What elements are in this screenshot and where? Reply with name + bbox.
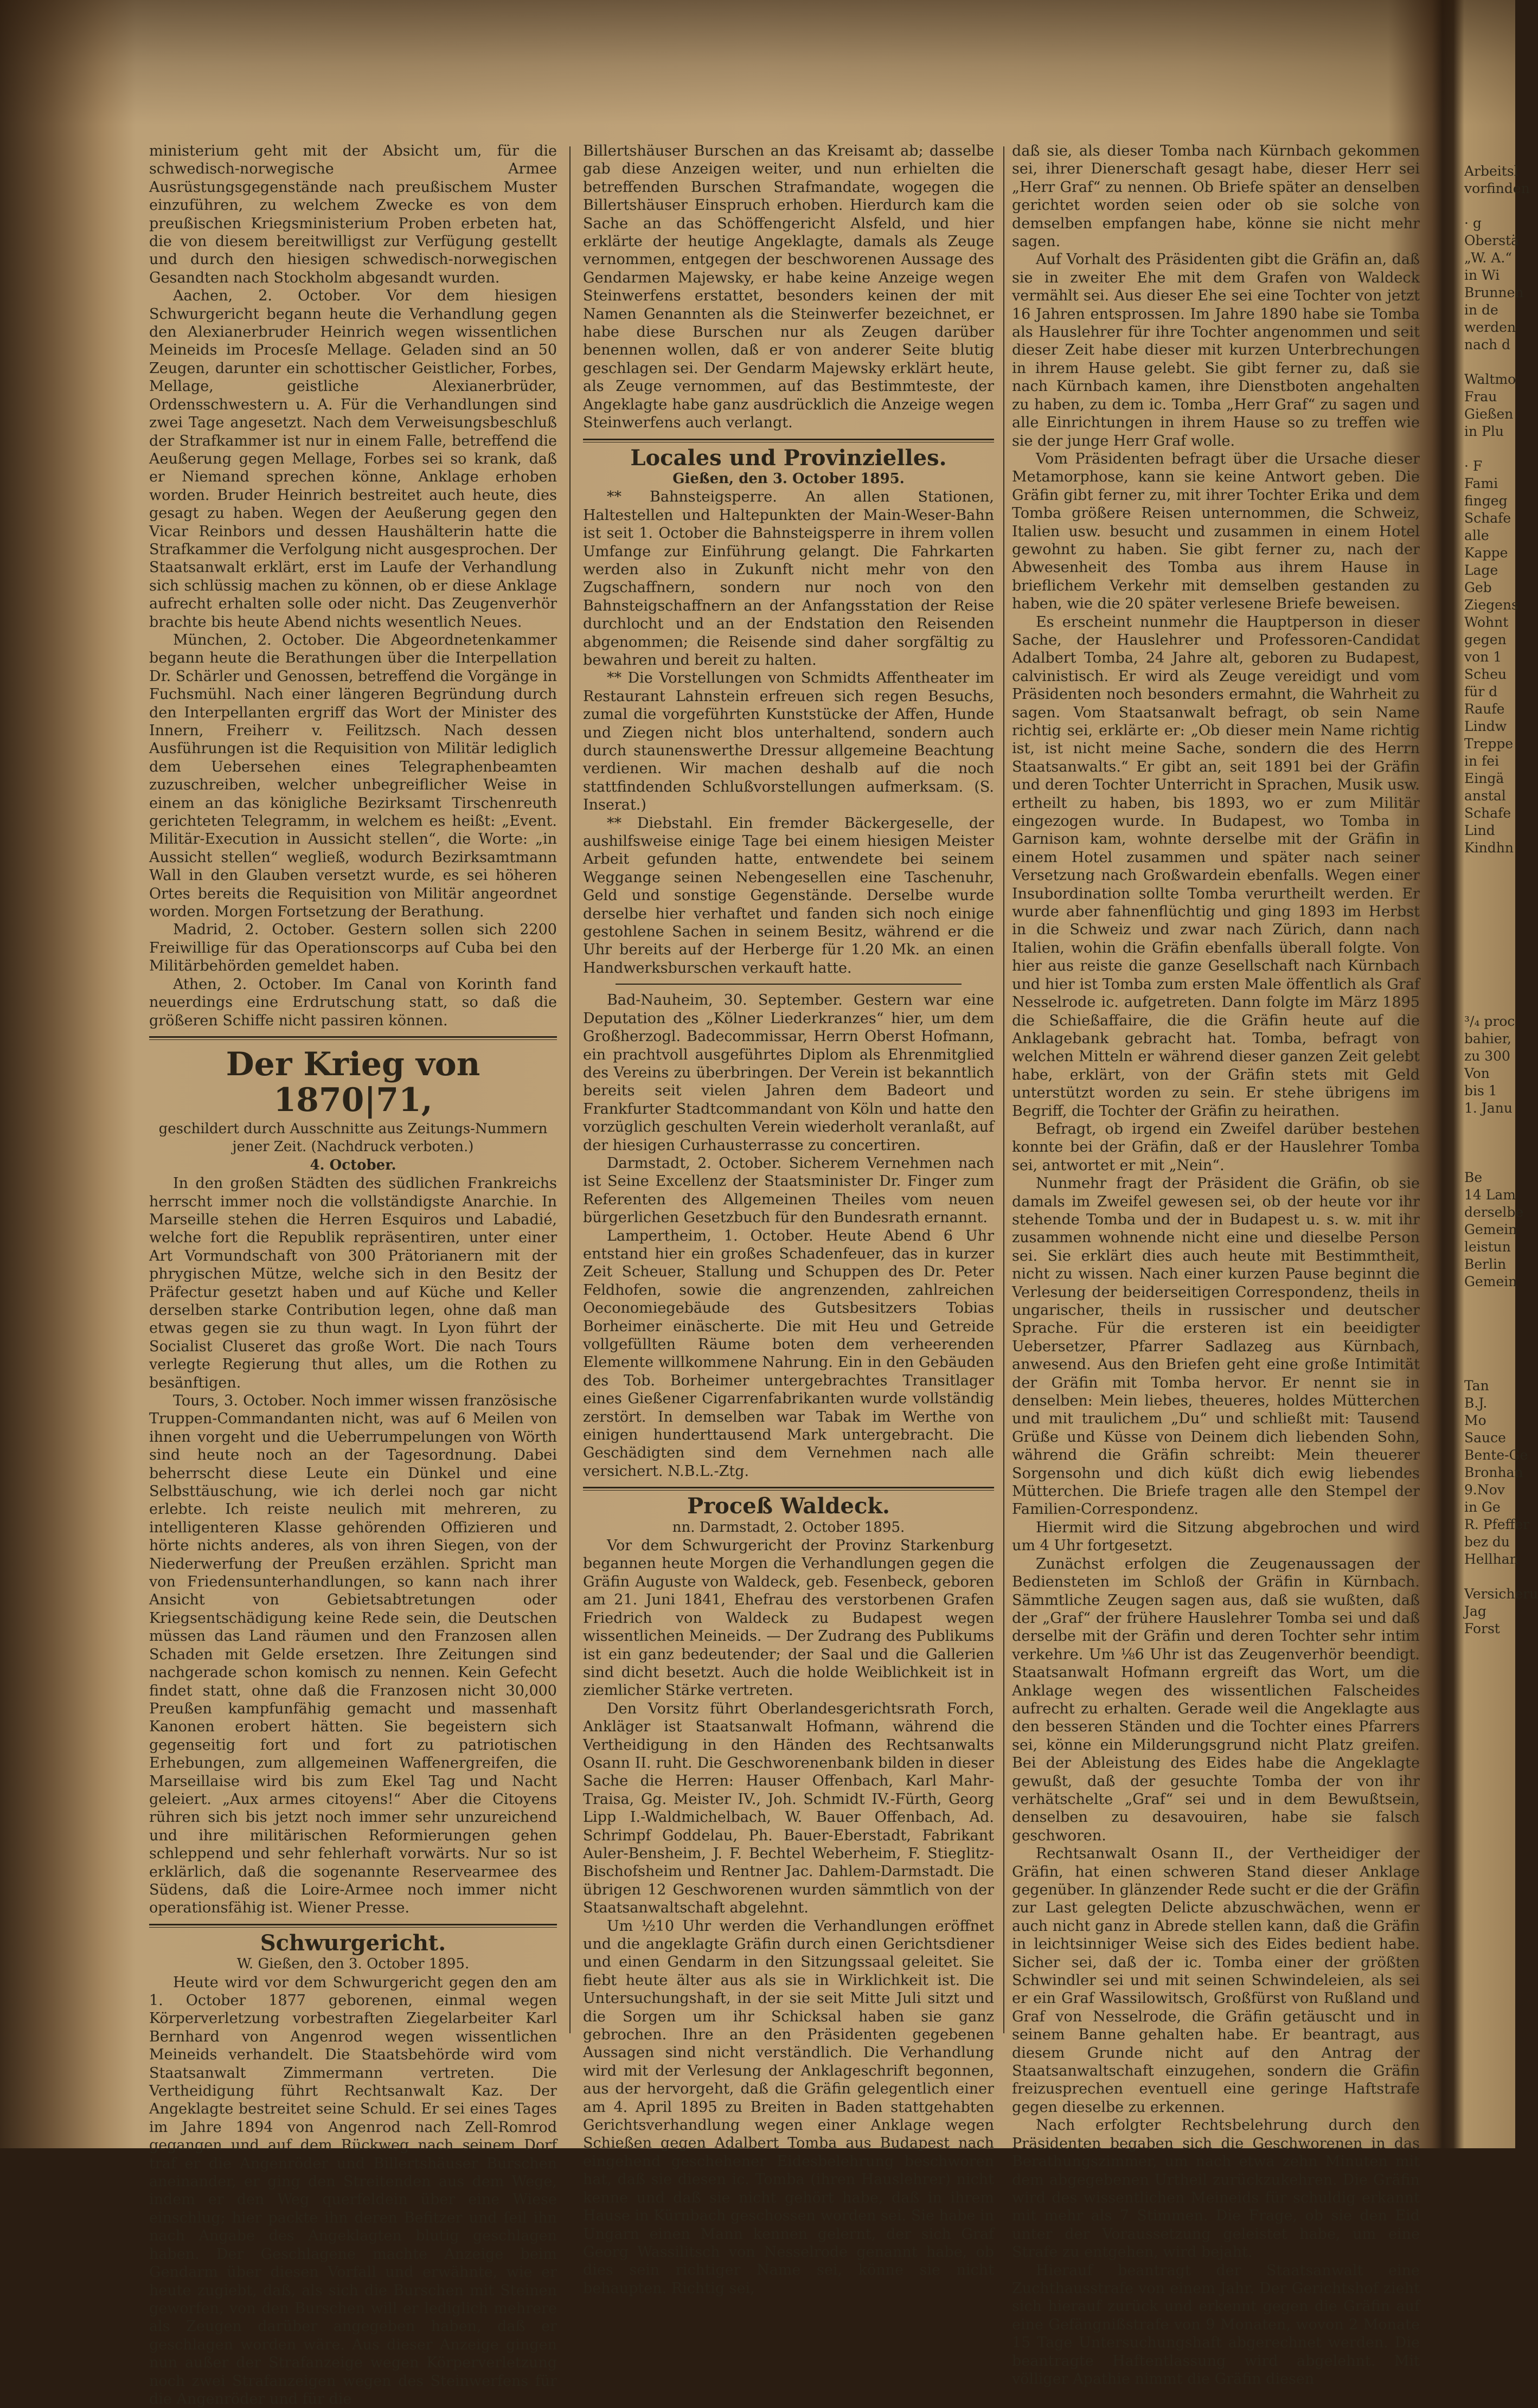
edge-fragment: für d — [1464, 684, 1498, 699]
paragraph: ** Diebstahl. Ein fremder Bäckergeselle, der aushilfsweise einige Tage bei einem hiesigen Meister Arbeit gefunden hatte, entwendete bei seinem Weggange seinen Nebengesellen eine Taschenuhr, Geld und sonstige Gegenstände. Derselbe wurde derselbe hier verhaftet und fanden sich noch einige gestohlene Sachen in seinem Besitz, während er die Uhr bereits auf der Herberge für 1.20 Mk. an einen Handwerksburschen verkauft hatte. — [583, 814, 994, 977]
paragraph: Lampertheim, 1. October. Heute Abend 6 Uhr entstand hier ein großes Schadenfeuer, das in kurzer Zeit Scheuer, Stallung und Schuppen des Dr. Peter Feldhofen, sowie die angrenzenden, zahlreichen Oeconomiegebäude des Gutsbesitzers Tobias Borheimer einäscherte. Die mit Heu und Getreide vollgefüllten Räume boten dem verheerenden Elemente willkommene Nahrung. Ein in den Gebäuden des Tob. Borheimer untergebrachtes Transitlager eines Gießener Cigarrenfabrikanten wurde vollständig zerstört. In demselben war Tabak im Werthe von einigen hunderttausend Mark untergebracht. Die Geschädigten sind dem Vernehmen nach alle versichert. N.B.L.-Ztg. — [583, 1227, 994, 1480]
edge-fragment: „W. A.“ — [1464, 250, 1513, 266]
paragraph: Vom Präsidenten befragt über die Ursache dieser Metamorphose, kann sie keine Antwort geben. Die Gräfin gibt ferner zu, mit ihrer Tochter Erika und dem Tomba größere Reisen unternommen, die Schweiz, Italien usw. besucht und zusammen in einem Hotel gewohnt zu haben. Sie gibt ferner zu, nach der Abwesenheit des Tomba aus ihrem Hause in brieflichem Verkehr mit demselben gestanden zu haben, wie die 20 später verlesene Briefe beweisen. — [1012, 450, 1420, 613]
edge-fragment: Eingä — [1464, 770, 1504, 786]
paragraph: Den Vorsitz führt Oberlandesgerichtsrath Forch, Ankläger ist Staatsanwalt Hofmann, während die Vertheidigung in den Händen des Rechtsanwalts Osann II. ruht. Die Geschworenenbank bilden in dieser Sache die Herren: Hauser Offenbach, Karl Mahr-Traisa, Gg. Meister IV., Joh. Schmidt IV.-Fürth, Georg Lipp I.-Waldmichelbach, W. Bauer Offenbach, Ad. Schrimpf Goddelau, Ph. Bauer-Eberstadt, Fabrikant Auler-Bensheim, J. F. Bechtel Weberheim, F. Stieglitz-Bischofsheim und Rentner Jac. Dahlem-Darmstadt. Die übrigen 12 Geschworenen wurden sämmtlich von der Staatsanwaltschaft abgelehnt. — [583, 1700, 994, 1917]
paragraph: Bad-Nauheim, 30. September. Gestern war eine Deputation des „Kölner Liederkranzes“ hier, um dem Großherzogl. Badecommissar, Herrn Oberst Hofmann, ein prachtvoll ausgeführtes Diplom als Ehrenmitglied des Vereins zu überbringen. Der Verein ist bekanntlich bereits seit vielen Jahren dem Badeort und Frankfurter Stadtcommandant von Köln und hatte den vorzüglich geschulten Verein wiederholt veranlaßt, auf der hiesigen Curhausterrasse zu concertiren. — [583, 992, 994, 1154]
edge-fragment: von 1 — [1464, 649, 1502, 665]
edge-fragment: derselbe — [1464, 1204, 1524, 1220]
column-3 — [1012, 142, 1420, 2388]
edge-fragment: Sauce — [1464, 1430, 1506, 1446]
paragraph: München, 2. October. Die Abgeordnetenkammer begann heute die Berathungen über die Interpellation Dr. Schärler und Genossen, betreffend die Vorgänge in Fuchsmühl. Nach einer längeren Begründung durch den Interpellanten ergriff das Wort der Minister des Innern, Freiherr v. Feilitzsch. Nach dessen Ausführungen ist die Requisition von Militär lediglich dem Uebersehen eines Telegraphenbeamten zuzuschreiben, welcher unbegreiflicher Weise in einem an das königliche Bezirksamt Tirschenreuth gerichteten Telegramm, in welchem es heißt: „Event. Militär-Execution in Aussicht stellen“, die Worte: „in Aussicht stellen“ wegließ, wodurch Bezirksamtmann Wall in den Glauben versetzt wurde, es sei höheren Ortes bereits die Requisition von Militär angeordnet worden. Morgen Fortsetzung der Berathung. — [149, 631, 557, 921]
paragraph: Um ½10 Uhr werden die Verhandlungen eröffnet und die angeklagte Gräfin durch einen Gerichtsdiener und einen Gendarm in den Sitzungssaal geleitet. Sie fiebt heute älter aus als sie in Wirklichkeit ist. Die Untersuchungshaft, in der sie seit Mitte Juli sitzt und die Sorgen um ihr Schicksal haben sie ganz gebrochen. Ihre an den Präsidenten gegebenen Aussagen sind nicht verständlich. Die Verhandlung wird mit der Verlesung der Anklageschrift begonnen, aus der hervorgeht, daß die Gräfin gelegentlich einer am 4. April 1895 zu Breiten in Baden stattgehabten Gerichtsverhandlung wegen einer Anklage wegen Schießen gegen Adalbert Tomba aus Budapest nach eingehend geschehener Eidesbelehrung beschworen hat, daß sie diesen ic. Tomba (ihren Hauslehrer) nicht kenne und daß sie nicht gehört habe, daß in ihrem Hause in Kürnbach geschossen worden sei. Sie habe in Ungarn einen Mann kennen gelernt, der sich Graf Georg Wassilitsch von Nesselrode genannt habe, ob dies sein richtiger Name sei, könne sie nicht behaupten. Richtig sei, — [583, 1917, 994, 2297]
edge-fragment: Ziegens — [1464, 597, 1518, 613]
edge-fragment: Hellhan — [1464, 1551, 1518, 1567]
section-date: W. Gießen, den 3. October 1895. — [236, 1956, 470, 1973]
adjacent-page-edge — [1464, 163, 1538, 1638]
section-rule — [583, 1487, 994, 1491]
edge-fragment: fingeg — [1464, 493, 1508, 509]
edge-fragment: Tan — [1464, 1378, 1489, 1394]
section-date: 4. October. — [310, 1157, 396, 1173]
column-divider — [1003, 146, 1004, 2033]
edge-fragment: · g — [1464, 215, 1482, 231]
paragraph: Hiermit wird die Sitzung abgebrochen und wird um 4 Uhr fortgesetzt. — [1012, 1519, 1420, 1555]
edge-fragment: Mo — [1464, 1412, 1486, 1428]
edge-fragment: Versicheru — [1464, 1586, 1538, 1602]
edge-fragment: Kappe — [1464, 545, 1508, 561]
paragraph: Vor dem Schwurgericht der Provinz Starkenburg begannen heute Morgen die Verhandlungen gegen die Gräfin Auguste von Waldeck, geb. Fesenbeck, geboren am 21. Juni 1841, Ehefrau des verstorbenen Grafen Friedrich von Waldeck zu Budapest wegen wissentlichen Meineids. — Der Zudrang des Publikums ist ein ganz bedeutender; der Saal und die Gallerien sind dicht besetzt. Auch die holde Weiblichkeit ist in ziemlicher Stärke vertreten. — [583, 1537, 994, 1699]
edge-fragment: Arbeitsl — [1464, 163, 1518, 179]
edge-fragment — [1464, 1343, 1515, 1360]
section-subtitle: geschildert durch Ausschnitte aus Zeitungs-Nummern jener Zeit. (Nachdruck verboten.) — [158, 1120, 548, 1155]
column-1 — [149, 142, 557, 2408]
paragraph: Auf Vorhalt des Präsidenten gibt die Gräfin an, daß sie in zweiter Ehe mit dem Grafen von Waldeck vermählt sei. Aus dieser Ehe sei eine Tochter von jetzt 16 Jahren entsprossen. Im Jahre 1890 habe sie Tomba als Hauslehrer für ihre Tochter angenommen und seit dieser Zeit habe dieser mit kurzen Unterbrechungen in ihrem Hause gelebt. Sie gibt ferner zu, daß sie nach Kürnbach kamen, ihre Dienstboten angehalten zu haben, zu dem ic. Tomba „Herr Graf“ zu sagen und alle Einrichtungen in ihrem Hause so zu treffen wie sie der junge Herr Graf wolle. — [1012, 251, 1420, 450]
section-rule — [149, 1036, 557, 1040]
edge-fragment — [1464, 874, 1515, 891]
paragraph: Hierauf beantragt der Staatsanwalt eine Zuchthausstrafe von einem Jahr. Der Gerichtshof zieht sich hierauf zurück und erkennt gegen die Gräfin auf eine Gefängnißstrafe von 9 Monaten, wovon 2 Monate 15 Tage Untersuchungshaft abgerechnet werden. Die beantragte Haftentlassung wird abgelehnt. Mit völliger Apathie nimmt die Gräfin diesen — [1012, 2262, 1420, 2387]
edge-fragment: 9.Nov — [1464, 1482, 1505, 1498]
edge-fragment: R. Pfeffer — [1464, 1517, 1530, 1532]
edge-fragment: alle — [1464, 528, 1489, 543]
edge-fragment: vorfinden — [1464, 181, 1530, 196]
paragraph: daß sie, als dieser Tomba nach Kürnbach gekommen sei, ihrer Dienerschaft gesagt habe, dieser Herr sei „Herr Graf“ zu nennen. Ob Briefe später an denselben gerichtet worden seien oder ob sie solche von demselben empfangen habe, könne sie nicht mehr sagen. — [1012, 143, 1420, 251]
edge-fragment: Lage — [1464, 562, 1498, 578]
edge-fragment: anstal — [1464, 788, 1506, 804]
edge-fragment: ³/₄ proc — [1464, 1013, 1515, 1029]
edge-fragment — [1464, 943, 1515, 961]
edge-fragment: in Wi — [1464, 267, 1500, 283]
edge-fragment: bez du — [1464, 1534, 1510, 1550]
paragraph: ministerium geht mit der Absicht um, für die schwedisch-norwegische Armee Ausrüstungsgegenstände nach preußischem Muster einzuführen, zu welchem Zwecke es von dem preußischen Kriegsministerium Proben erbeten hat, die von diesem bereitwilligst zur Verfügung gestellt und durch den hiesigen schwedisch-norwegischen Gesandten nach Stockholm abgesandt wurden. — [149, 143, 557, 286]
edge-fragment: Schafe — [1464, 510, 1511, 526]
edge-fragment — [1464, 961, 1515, 978]
paragraph: Nach erfolgter Rechtsbelehrung durch den Präsidenten begaben sich die Geschworenen in das Berathungszimmer, um nach etwa zehn Minuten mit dem abgegebenen Urtheil zurückzukehren. Die Gräfin wird des wissentlichen Meineids für schuldig erkannt mit mehr als 7 Stimmen. Die Frage, ob sie den Eid unter der Voraussetzung geleistet habe, um eine Strafe zu entgehen, wird bejaht. — [1012, 2117, 1420, 2261]
edge-fragment — [1464, 909, 1515, 926]
edge-fragment: Forst — [1464, 1621, 1500, 1636]
edge-fragment: Fami — [1464, 476, 1498, 491]
paragraph: ** Bahnsteigsperre. An allen Stationen, Haltestellen und Haltepunkten der Main-Weser-Bahn ist seit 1. October die Bahnsteigsperre in ihrem vollen Umfange zur Einführung gelangt. Die Fahrkarten werden also in Zukunft nicht mehr von den Zugschaffnern, sondern nur noch von den Bahnsteigschaffnern an der Anfangsstation der Reise durchlocht und an der Endstation den Reisenden abgenommen; die Reisende sind daher sorgfältig zu bewahren und bereit zu halten. — [583, 489, 994, 669]
edge-fragment: in Ge — [1464, 1499, 1501, 1515]
paragraph: Aachen, 2. October. Vor dem hiesigen Schwurgericht begann heute die Verhandlung gegen den Alexianerbruder Heinrich wegen wissentlichen Meineids im Procesſe Mellage. Geladen sind an 50 Zeugen, darunter ein schottischer Geistlicher, Forbes, Mellage, geistliche Alexianerbrüder, Ordensschwestern u. A. Für die Verhandlungen sind zwei Tage angesetzt. Nach dem Verweisungsbeschluß der Strafkammer ist nur in einem Falle, betreffend die Aeußerung gegen Mellage, Forbes sei so krank, daß er Niemand sprechen könne, Anklage erhoben worden. Bruder Heinrich bestreitet auch heute, dies gesagt zu haben. Wegen der Aeußerung gegen den Vicar Reinbors und dessen Haushälterin hatte die Strafkammer die Verfolgung nicht ausgesprochen. Der Staatsanwalt erklärt, erst im Laufe der Verhandlung sich schlüssig machen zu können, ob er diese Anklage aufrecht erhalten solle oder nicht. Das Zeugenverhör brachte bis heute Abend nichts wesentlich Neues. — [149, 287, 557, 631]
edge-fragment — [1464, 1308, 1515, 1325]
edge-fragment: in Plu — [1464, 423, 1504, 439]
edge-fragment: Bronhan — [1464, 1465, 1523, 1480]
paragraph: Rechtsanwalt Osann II., der Vertheidiger der Gräfin, hat einen schweren Stand dieser Anklage gegenüber. In glänzender Rede sucht er die der Gräfin zur Last gelegten Delicte abzuschwächen, wenn er auch nicht ganz in Abrede stellen kann, daß die Gräfin in leichtsinniger Weise sich des Eides bedient habe. Sicher sei, daß der ic. Tomba einer der größten Schwindler sei und mit seinen Schwindeleien, als sei er ein Graf Wassilowitsch, Großfürst von Rußland und Graf von Nesselrode, die Gräfin getäuscht und in seinem Banne gehalten habe. Er beantragt, aus diesem Grunde nicht auf den Antrag der Staatsanwaltschaft einzugehen, sondern die Gräfin freizusprechen eventuell eine geringe Haftstrafe gegen dieselbe zu erkennen. — [1012, 1845, 1420, 2116]
page-shadow — [0, 0, 1515, 125]
edge-fragment: Lindw — [1464, 718, 1507, 734]
edge-fragment: 14 Lam — [1464, 1187, 1516, 1203]
edge-fragment — [1464, 1568, 1515, 1585]
edge-fragment — [1464, 354, 1515, 371]
paragraph: Madrid, 2. October. Gestern sollen sich 2200 Freiwillige für das Operationscorps auf Cuba bei den Militärbehörden gemeldet haben. — [149, 921, 557, 975]
edge-fragment — [1464, 197, 1515, 215]
edge-fragment: leistun — [1464, 1239, 1511, 1255]
edge-fragment: Gießen — [1464, 406, 1514, 422]
section-rule — [583, 439, 994, 442]
section-date: Gießen, den 3. October 1895. — [672, 470, 905, 487]
edge-fragment — [1464, 978, 1515, 996]
edge-fragment: bis 1 — [1464, 1083, 1497, 1099]
section-rule — [149, 1924, 557, 1928]
edge-fragment: Treppe — [1464, 736, 1514, 752]
edge-fragment: Scheu — [1464, 666, 1507, 682]
edge-fragment: B.J. — [1464, 1395, 1488, 1411]
paragraph: Tours, 3. October. Noch immer wissen französische Truppen-Commandanten nicht, was auf 6 Meilen von ihnen vorgeht und die Ueberrumpelungen von Wörth sind heute noch an der Tagesordnung. Dabei beherrscht diese Leute ein Dünkel und eine Selbsttäuschung, wie ich derlei noch gar nicht erlebte. Ich reiste neulich mit mehreren, zu intelligenteren Klasse gehörenden Offizieren und hörte nichts anderes, als von ihren Siegen, von der Niederwerfung der Preußen erzählen. Spricht man von Friedensunterhandlungen, so kann nach ihrer Ansicht von Gebietsabtretungen oder Kriegsentschädigung keine Rede sein, die Deutschen müssen das Land räumen und den Franzosen allen Schaden mit Gelde ersetzen. Ihre Zeitungen sind nachgerade schon komisch zu nennen. Kein Gefecht findet statt, ohne daß die Franzosen nicht 30,000 Preußen kampfunfähig gemacht und massenhaft Kanonen erobert hätten. Sie begeistern sich gegenseitig fort und fort zu patriotischen Erhebungen, zum allgemeinen Waffenergreifen, die Marseillaise wird bis zum Ekel Tag und Nacht geleiert. „Aux armes citoyens!“ Aber die Citoyens rühren sich bis jetzt noch immer sehr unzureichend und ihre militärischen Reformierungen gehen schleppend und sehr fehlerhaft vorwärts. Nur so ist erklärlich, daß die sogenannte Reservearmee des Südens, daß die Loire-Armee noch immer nicht operationsfähig ist. Wiener Presse. — [149, 1392, 557, 1917]
paragraph: In den großen Städten des südlichen Frankreichs herrscht immer noch die vollständigste Anarchie. In Marseille stehen die Herren Esquiros und Labadié, welche fort die Republik repräsentiren, unter einer Art Vormundschaft von 300 Prätorianern mit der phrygischen Mütze, welche sich in den Besitz der Präfectur gesetzt haben und auf Küche und Keller derselben starke Contribution legen, ohne daß man etwas gegen sie zu thun wagt. In Lyon führt der Socialist Cluseret das große Wort. Die nach Tours verlegte Regierung thut alles, um die Rothen zu besänftigen. — [149, 1175, 557, 1391]
paragraph: ** Die Vorstellungen von Schmidts Affentheater im Restaurant Lahnstein erfreuen sich regen Besuchs, zumal die vorgeführten Kunststücke der Affen, Hunde und Ziegen nicht blos unterhaltend, sondern auch durch staunenswerthe Dressur allgemeine Beachtung verdienen. Wir machen deshalb auf die noch stattfindenden Schlußvorstellungen aufmerksam. (S. Inserat.) — [583, 670, 994, 814]
paragraph: Darmstadt, 2. October. Sicherem Vernehmen nach ist Seine Excellenz der Staatsminister Dr. Finger zum Referenten des Allgemeinen Theiles vom neuen bürgerlichen Gesetzbuch für den Bundesrath ernannt. — [583, 1154, 994, 1227]
paragraph: Heute wird vor dem Schwurgericht gegen den am 1. October 1877 geborenen, einmal wegen Körperverletzung vorbestraften Ziegelarbeiter Karl Bernhard von Angenrod wegen wissentlichen Meineids verhandelt. Die Staatsbehörde wird vom Staatsanwalt Zimmermann vertreten. Die Vertheidigung führt Rechtsanwalt Kaz. Der Angeklagte bestreitet seine Schuld. Er sei eines Tages im Jahre 1894 von Angenrod nach Zell-Romrod gegangen und auf dem Rückweg nach seinem Dorf traf er die Angenröder und Billertshäuser Burschen aneinander, er ging den Streitenden aus dem Wege, indem er den Weg querfeldein über eine Wiese einschlug; hier packte ihn deren Befitzer und ſeil ihn nach Angabe des Angeklagten blutig geschlagen haben. Der Geschlagene machte Anzeige beim Gendarm über diesen Vorfall und erwähnte, wie er heute zugiebt, daß, als sich die Burschen mit Steinen geworfen, von den Burschen will er lediglich mehrere als Zeugen darüber angegeben haben, daß er geschlagen worden wäre. Aus dieser Anzeige gingen nun außer der Strafanzeige wegen Körperverletzung noch zwei Strafanzeigen wegen des Steinwerfens für die Angenröder und für die — [149, 1974, 557, 2407]
edge-fragment: nach d — [1464, 337, 1511, 352]
edge-fragment: Oberstä — [1464, 233, 1520, 248]
edge-fragment: in de — [1464, 302, 1498, 318]
edge-fragment: Gemein — [1464, 1274, 1517, 1289]
edge-fragment: Brunnen — [1464, 285, 1524, 300]
edge-fragment: Von — [1464, 1065, 1490, 1081]
edge-fragment: bahier, — [1464, 1031, 1511, 1046]
column-divider — [569, 146, 571, 2033]
edge-fragment: in fei — [1464, 753, 1499, 769]
edge-fragment: Berlin — [1464, 1256, 1507, 1272]
edge-fragment — [1464, 1152, 1515, 1169]
section-title: Schwurgericht. — [260, 1930, 446, 1956]
paragraph: Zunächst erfolgen die Zeugenaussagen der Bediensteten im Schloß der Gräfin in Kürnbach. Sämmtliche Zeugen sagen aus, daß sie wußten, daß der „Graf“ der frühere Hauslehrer Tomba sei und daß derselbe mit der Gräfin und deren Tochter sehr intim verkehre. Um ⅛6 Uhr ist das Zeugenverhör beendigt. Staatsanwalt Hofmann ergreift das Wort, um die Anklage wegen des wissentlichen Falscheides aufrecht zu erhalten. Gerade weil die Angeklagte aus den besseren Ständen und die Tochter eines Pfarrers sei, könne ein Milderungsgrund nicht Platz greifen. Bei der Ableistung des Eides habe die Angeklagte gewußt, daß der gesuchte Tomba der von ihr verhätschelte „Graf“ sei und in dem Bewußtsein, denselben zu desavouiren, habe sie falsch geschworen. — [1012, 1555, 1420, 1844]
edge-fragment: Frau — [1464, 389, 1497, 404]
edge-fragment: Be — [1464, 1170, 1483, 1185]
edge-fragment: · F — [1464, 458, 1483, 474]
edge-fragment: Kindhn — [1464, 840, 1514, 856]
edge-fragment — [1464, 1117, 1515, 1134]
edge-fragment: Wohnt — [1464, 614, 1509, 630]
edge-fragment — [1464, 440, 1515, 458]
edge-fragment: Bente-Ge — [1464, 1447, 1528, 1463]
edge-fragment: werden — [1464, 319, 1516, 335]
paragraph: Befragt, ob irgend ein Zweifel darüber bestehen konnte bei der Gräfin, daß er der Hauslehrer Tomba sei, antwortet er mit „Nein“. — [1012, 1120, 1420, 1174]
edge-fragment — [1464, 857, 1515, 874]
edge-fragment: gegen — [1464, 632, 1507, 647]
edge-fragment — [1464, 1134, 1515, 1152]
section-title: Locales und Provinzielles. — [630, 445, 947, 471]
column-2 — [583, 142, 994, 2297]
edge-fragment — [1464, 1290, 1515, 1308]
edge-fragment — [1464, 996, 1515, 1013]
edge-fragment — [1464, 1360, 1515, 1377]
section-date: nn. Darmstadt, 2. October 1895. — [672, 1519, 905, 1536]
edge-fragment: zu 300 — [1464, 1048, 1510, 1064]
edge-fragment: Waltmo — [1464, 371, 1516, 387]
edge-fragment: Schafe — [1464, 805, 1511, 821]
section-title: Proceß Waldeck. — [687, 1493, 890, 1519]
section-title: Der Krieg von 1870|71, — [226, 1045, 480, 1119]
paragraph: Es erscheint nunmehr die Hauptperson in dieser Sache, der Hauslehrer und Professoren-Candidat Adalbert Tomba, 24 Jahre alt, geboren zu Budapest, calvinistisch. Er wird als Zeuge vereidigt und vom Präsidenten noch besonders ermahnt, die Wahrheit zu sagen. Vom Staatsanwalt befragt, ob sein Name richtig sei, erklärte er: „Ob dieser mein Name richtig ist, ist nicht meine Sache, sondern die des Herrn Staatsanwalts.“ Er gibt an, seit 1891 bei der Gräfin und deren Tochter Unterricht in Sprachen, Musik usw. ertheilt zu haben, bis 1893, wo er zum Militär eingezogen wurde. In Budapest, wo Tomba in Garnison kam, wohnte derselbe mit der Gräfin in einem Hotel zusammen und später nach seiner Versetzung nach Großwardein ebenfalls. Wegen einer Insubordination sollte Tomba verurtheilt werden. Er wurde aber fahnenflüchtig und ging 1893 im Herbst in die Schweiz und zwar nach Zürich, dann nach Italien, wohin die Gräfin ebenfalls überall folgte. Von hier aus reiste die ganze Gesellschaft nach Kürnbach und hier ist Tomba zum ersten Male öffentlich als Graf Nesselrode ic. aufgetreten. Dann folgte im März 1895 die Schießaffaire, die die Gräfin heute auf die Anklagebank gebracht hat. Tomba, befragt von welchen Mitteln er während dieser ganzen Zeit gelebt habe, erklärt, von der Gräfin stets mit Geld unterstützt worden zu sein. Er stehe übrigens im Begriff, die Tochter der Gräfin zu heirathen. — [1012, 613, 1420, 1120]
paragraph: Nunmehr fragt der Präsident die Gräfin, ob sie damals im Zweifel gewesen sei, ob der heute vor ihr stehende Tomba und der in Budapest u. s. w. mit ihr zusammen wohnende nicht eine und dieselbe Person sei. Sie erklärt dies auch heute mit Bestimmtheit, nicht zu wissen. Nach einer kurzen Pause beginnt die Verlesung der beiderseitigen Correspondenz, theils in ungarischer, theils in russischer und deutscher Sprache. Für die ersteren ist ein beeidigter Uebersetzer, Pfarrer Sadlazeg aus Kürnbach, anwesend. Aus den Briefen geht eine große Intimität der Gräfin mit Tomba hervor. Er nennt sie in denselben: Mein liebes, theueres, holdes Mütterchen und mit traulichem „Du“ und schließt mit: Tausend Grüße und Küsse von Deinem dich liebenden Sohn, während die Gräfin schreibt: Mein theuerer Sorgensohn und dich küßt dich ewig liebendes Mütterchen. Die Briefe tragen alle den Stempel der Familien-Correspondenz. — [1012, 1175, 1420, 1518]
edge-fragment: Geb — [1464, 580, 1492, 595]
edge-fragment: 1. Janu — [1464, 1100, 1513, 1116]
edge-fragment — [1464, 926, 1515, 943]
edge-fragment — [1464, 1325, 1515, 1343]
paragraph: Billertshäuser Burschen an das Kreisamt ab; dasselbe gab diese Anzeigen weiter, und nun erhielten die betreffenden Burschen Strafmandate, wogegen die Billertshäuser Einspruch erhoben. Hierdurch kam die Sache an das Schöffengericht Alsfeld, und hier erklärte der heutige Angeklagte, damals als Zeuge vernommen, entgegen der beschworenen Aussage des Gendarmen Majewsky, er habe keine Anzeige wegen Steinwerfens erstattet, besonders keinen der mit Namen Genannten als die Steinwerfer bezeichnet, er habe diese Burschen nur als Zeugen darüber benennen wollen, daß er von anderer Seite blutig geschlagen sei. Der Gendarm Majewsky erklärt heute, als Zeuge vernommen, auf das Bestimmteste, der Angeklagte habe ganz ausdrücklich die Anzeige wegen Steinwerfens auch verlangt. — [583, 143, 994, 432]
edge-fragment: Jag — [1464, 1603, 1486, 1619]
edge-fragment — [1464, 891, 1515, 909]
edge-fragment: Raufe — [1464, 701, 1505, 717]
divider — [616, 984, 962, 985]
edge-fragment: Lind — [1464, 823, 1495, 838]
edge-fragment: Gemein — [1464, 1222, 1517, 1237]
paragraph: Athen, 2. October. Im Canal von Korinth fand neuerdings eine Erdrutschung statt, so daß die größeren Schiffe nicht passiren können. — [149, 975, 557, 1029]
